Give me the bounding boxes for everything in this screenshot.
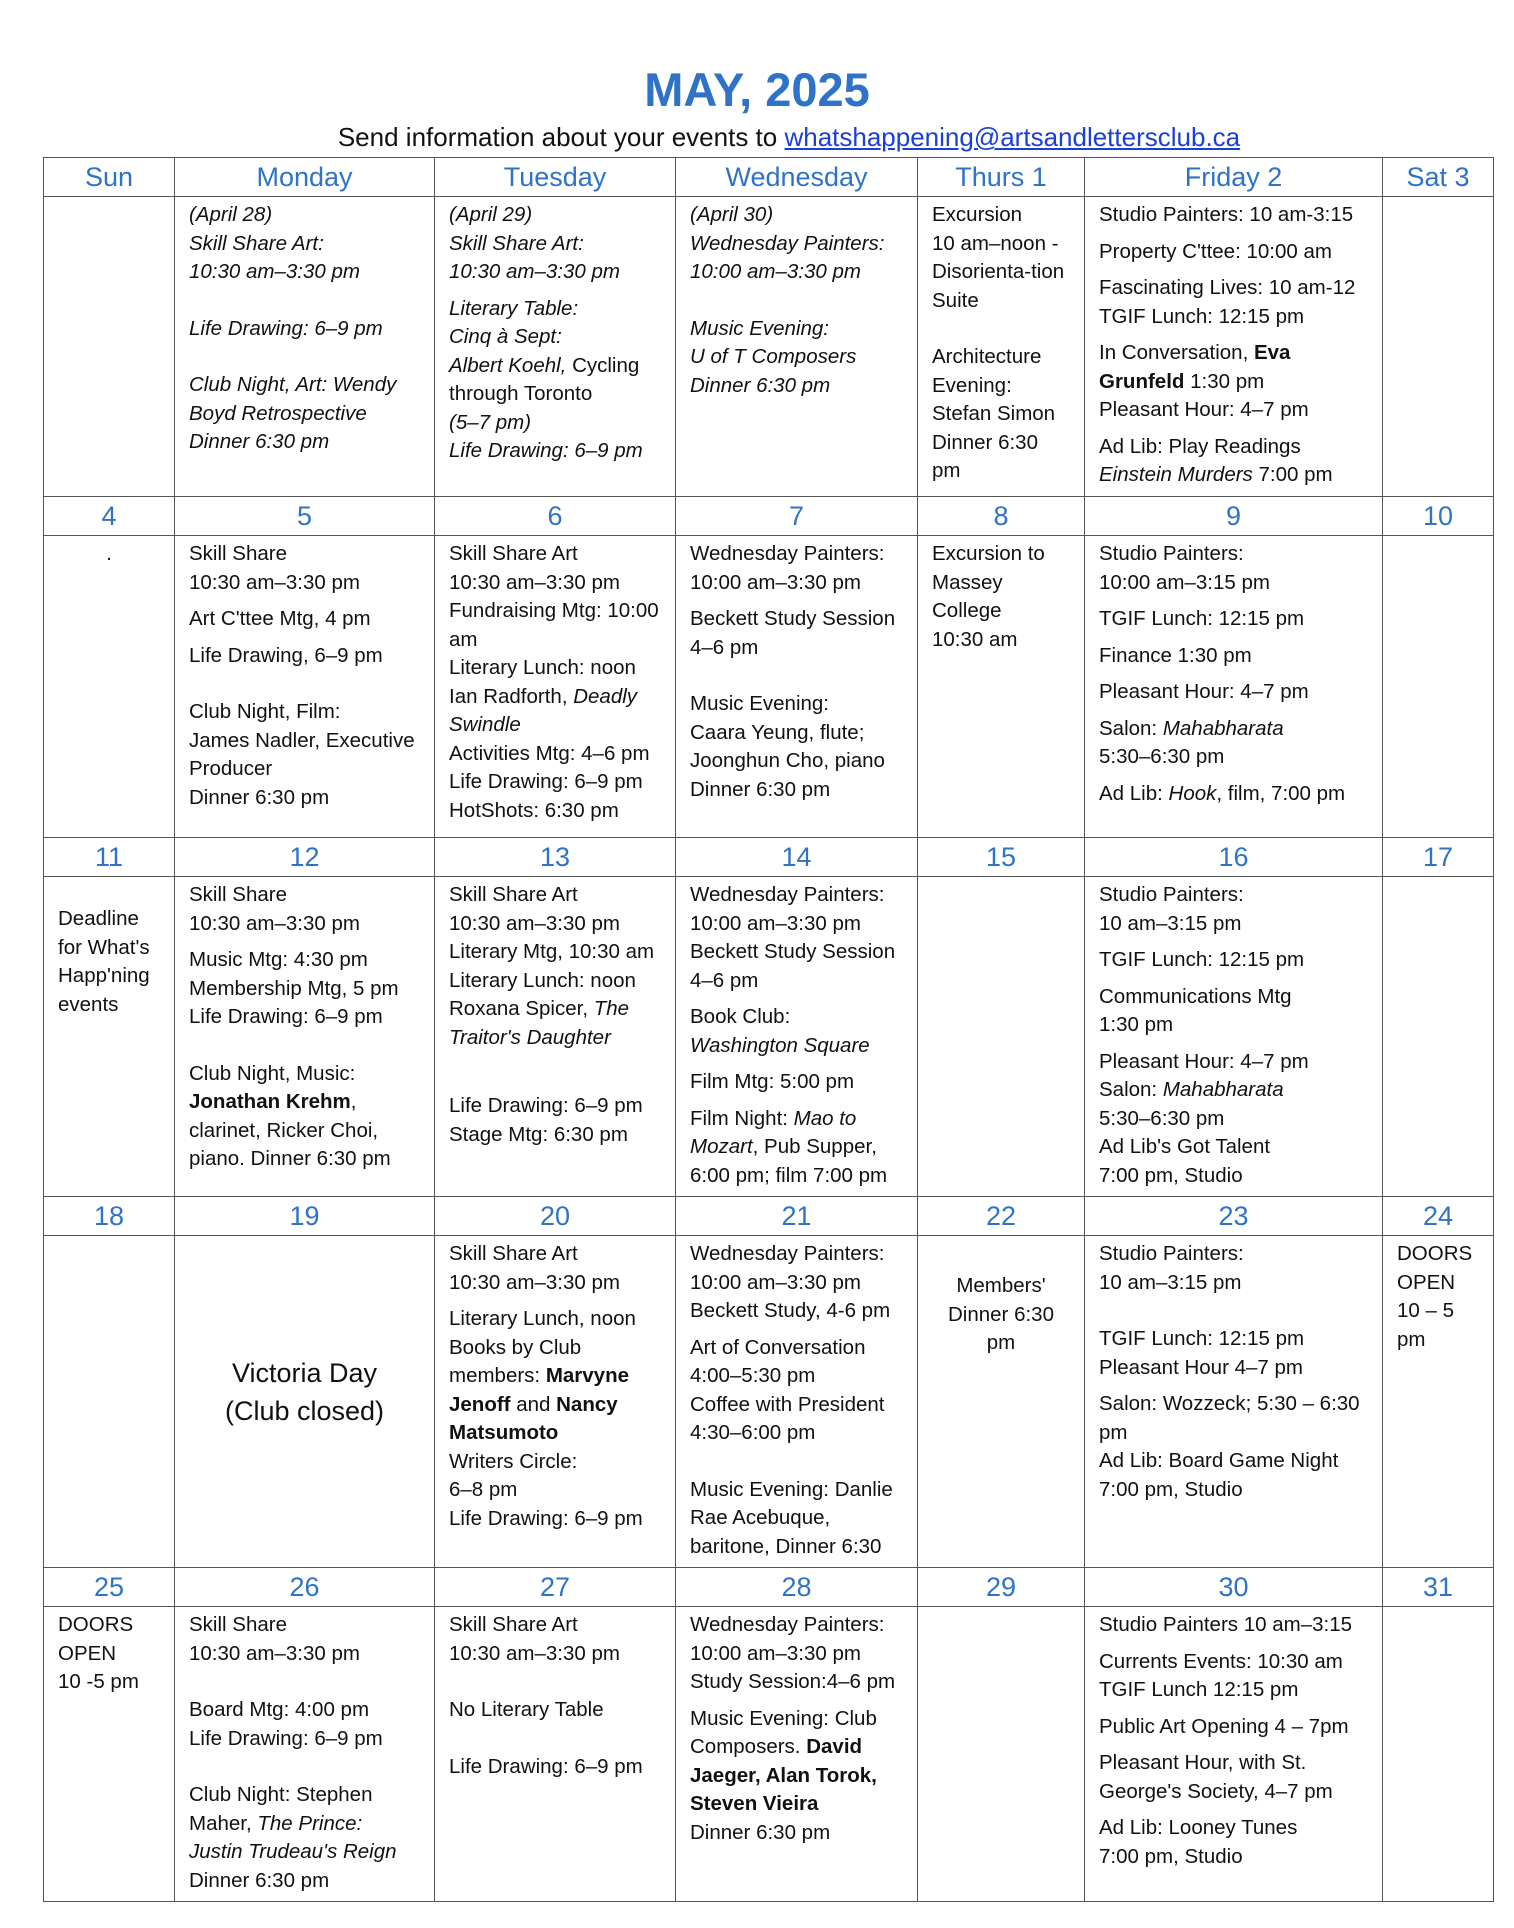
date-number: 17 — [1383, 838, 1494, 877]
event-text: Wednesday Painters: — [690, 231, 885, 255]
event-name: Roxana Spicer, — [449, 997, 594, 1020]
event-text: Deadline for What's Happ'ning events — [58, 907, 150, 1016]
event-text: Fundraising Mtg: 10:00 am — [449, 599, 659, 651]
event-text: 10:30 am–3:30 pm — [449, 911, 620, 935]
page-subtitle — [0, 120, 1514, 154]
event-text: 5:30–6:30 pm — [1099, 1106, 1225, 1130]
day-cell-27 — [435, 1607, 676, 1902]
day-cell-may2 — [1085, 197, 1383, 497]
event-text: 10:30 am–3:30 pm — [189, 570, 360, 594]
event-text: Studio Painters: 10 am-3:15 — [1099, 203, 1354, 226]
event-text: 10:30 am–3:30 pm — [449, 260, 620, 283]
event-text: Beckett Study Session 4–6 pm — [690, 607, 896, 659]
date-number: 23 — [1085, 1197, 1383, 1236]
event-text: Skill Share — [189, 883, 287, 906]
day-cell-may1 — [918, 197, 1085, 497]
day-cell-16 — [1085, 877, 1383, 1197]
event-text: Life Drawing: 6–9 pm — [189, 1005, 383, 1028]
event-name: Ad Lib: — [1099, 781, 1169, 805]
day-cell-4 — [44, 536, 175, 838]
event-text: Coffee with President 4:30–6:00 pm — [690, 1392, 885, 1444]
event-title: The Prince: Justin Trudeau's Reign — [189, 1811, 397, 1863]
event-text: DOORS OPEN — [1397, 1242, 1473, 1294]
event-text: Board Mtg: 4:00 pm — [189, 1698, 370, 1721]
day-cell-6 — [435, 536, 676, 838]
event-text: Life Drawing: 6–9 pm — [449, 439, 643, 462]
day-cell-17 — [1383, 877, 1494, 1197]
calendar-grid — [43, 157, 1494, 1902]
event-text: Beckett Study, 4-6 pm — [690, 1299, 891, 1322]
event-text: 1:30 pm — [1099, 1013, 1174, 1036]
date-number: 4 — [44, 497, 175, 536]
event-text: Art C'ttee Mtg, 4 pm — [189, 607, 371, 630]
event-text: Literary Table: — [449, 296, 579, 320]
event-text: Music Evening: Danlie Rae Acebuque, baritone, Dinner 6:30 — [690, 1477, 893, 1558]
week-row — [44, 536, 1494, 838]
event-text: Dinner 6:30 pm — [690, 1820, 831, 1844]
holiday-name: Victoria Day — [231, 1358, 378, 1388]
event-text: Caara Yeung, flute; Joonghun Cho, piano — [690, 720, 885, 772]
event-text: Membership Mtg, 5 pm — [189, 976, 399, 1000]
event-text: Public Art Opening 4 – 7pm — [1099, 1714, 1349, 1738]
event-text: No Literary Table — [449, 1698, 604, 1721]
day-cell-28 — [676, 1607, 918, 1902]
date-number: 20 — [435, 1197, 676, 1236]
event-text: Dinner 6:30 pm — [189, 430, 330, 453]
page-title: MAY, 2025 — [644, 63, 870, 116]
day-cell-30 — [1085, 1607, 1383, 1902]
date-number: 31 — [1383, 1568, 1494, 1607]
event-text: James Nadler, Executive Producer — [189, 728, 415, 780]
event-text: 10:00 am–3:30 pm — [690, 1270, 861, 1294]
event-detail: and — [510, 1392, 557, 1416]
event-text — [449, 683, 661, 740]
event-text: 10:00 am–3:15 pm — [1099, 570, 1270, 594]
day-cell-10 — [1383, 536, 1494, 838]
event-text: Activities Mtg: 4–6 pm — [449, 741, 650, 765]
event-text: 10:30 am–3:30 pm — [449, 1270, 620, 1294]
header-saturday: Sat 3 — [1383, 158, 1494, 197]
event-text: Property C'ttee: 10:00 am — [1099, 239, 1332, 263]
event-text: TGIF Lunch: 12:15 pm — [1099, 304, 1305, 328]
day-cell-20 — [435, 1236, 676, 1568]
event-text: 10:00 am–3:30 pm — [690, 570, 861, 594]
event-title: Mahabharata — [1162, 716, 1284, 740]
date-number: 11 — [44, 838, 175, 877]
date-number: 16 — [1085, 838, 1383, 877]
event-text: Studio Painters: — [1099, 1242, 1244, 1265]
day-cell-26 — [175, 1607, 435, 1902]
event-text: Music Evening: — [690, 316, 830, 340]
event-text: 10:00 am–3:30 pm — [690, 911, 861, 935]
event-text: Literary Lunch: noon — [449, 968, 636, 992]
event-text: (April 28) — [189, 203, 273, 226]
holiday-note: (Club closed) — [224, 1396, 385, 1426]
event-text: Beckett Study Session 4–6 pm — [690, 940, 896, 992]
event-text: Finance 1:30 pm — [1099, 643, 1252, 667]
event-text: 10:00 am–3:30 pm — [690, 1641, 861, 1665]
event-text: Pleasant Hour: 4–7 pm — [1099, 680, 1309, 703]
event-text: Book Club: — [690, 1005, 791, 1028]
event-text: Skill Share — [189, 1613, 287, 1636]
event-text: Skill Share Art — [449, 883, 578, 906]
event-text: Skill Share — [189, 542, 287, 565]
event-text: Study Session:4–6 pm — [690, 1670, 896, 1693]
event-text: Salon: Wozzeck; 5:30 – 6:30 pm — [1099, 1392, 1360, 1444]
event-text: Pleasant Hour, with St. George's Society, 4–7 pm — [1099, 1751, 1333, 1803]
event-text: Life Drawing: 6–9 pm — [449, 770, 643, 793]
event-guest: Marvyne Jenoff — [449, 1364, 630, 1416]
event-text: 10 am–noon - Disorienta-tion Suite — [932, 231, 1065, 312]
event-text: Club Night, Music: — [189, 1061, 356, 1085]
date-number: 6 — [435, 497, 676, 536]
event-text: Fascinating Lives: 10 am-12 — [1099, 276, 1356, 299]
date-number-row — [44, 497, 1494, 536]
event-title: Deadly Swindle — [449, 684, 638, 736]
event-text: . — [106, 542, 112, 565]
date-number: 18 — [44, 1197, 175, 1236]
week-row — [44, 197, 1494, 497]
event-text — [449, 1305, 661, 1448]
event-text: Literary Mtg, 10:30 am — [449, 940, 655, 963]
event-time: , film, 7:00 pm — [1216, 781, 1346, 805]
day-cell-31 — [1383, 1607, 1494, 1902]
event-text: Skill Share Art: — [189, 231, 324, 255]
event-name: Music Evening: Club Composers. — [690, 1706, 877, 1758]
date-number: 22 — [918, 1197, 1085, 1236]
date-number: 24 — [1383, 1197, 1494, 1236]
event-text: Skill Share Art: — [449, 231, 584, 255]
event-text: Film Mtg: 5:00 pm — [690, 1070, 855, 1093]
event-text: (April 30) — [690, 203, 774, 226]
day-cell-apr29 — [435, 197, 676, 497]
event-text: Dinner 6:30 pm — [690, 373, 831, 397]
event-text: Life Drawing: 6–9 pm — [189, 1726, 383, 1750]
event-text: Life Drawing: 6–9 pm — [449, 1094, 643, 1117]
event-text: Excursion to Massey College — [932, 542, 1045, 622]
event-text — [449, 995, 661, 1052]
event-text: Pleasant Hour: 4–7 pm — [1099, 1049, 1309, 1073]
event-text: Life Drawing: 6–9 pm — [189, 316, 383, 340]
event-text — [1099, 780, 1368, 809]
event-text: Dinner 6:30 pm — [189, 1868, 330, 1892]
event-name: Film Night: — [690, 1106, 794, 1130]
event-text: Art of Conversation — [690, 1335, 866, 1359]
date-number: 25 — [44, 1568, 175, 1607]
email-link[interactable]: whatshappening@artsandlettersclub.ca — [784, 122, 1241, 152]
day-cell-14 — [676, 877, 918, 1197]
event-text: Dinner 6:30 pm — [932, 430, 1038, 482]
event-text: Pleasant Hour: 4–7 pm — [1099, 398, 1309, 421]
event-text: (5–7 pm) — [449, 410, 532, 434]
event-text: (April 29) — [449, 203, 533, 226]
event-text: Club Night, Art: Wendy Boyd Retrospective — [189, 373, 397, 425]
event-text: 5:30–6:30 pm — [1099, 745, 1225, 768]
event-title: Mahabharata — [1162, 1078, 1284, 1101]
event-guest: Nancy Matsumoto — [449, 1392, 618, 1444]
event-text: 6–8 pm — [449, 1478, 518, 1501]
event-title: Hook — [1168, 781, 1217, 805]
event-text: 10 – 5 pm — [1397, 1299, 1454, 1351]
day-cell-18 — [44, 1236, 175, 1568]
event-text: Music Evening: — [690, 692, 830, 715]
day-cell-21 — [676, 1236, 918, 1568]
event-text — [1099, 1076, 1368, 1105]
event-text: Life Drawing, 6–9 pm — [189, 643, 383, 667]
event-text: 4:00–5:30 pm — [690, 1364, 816, 1387]
event-text: Life Drawing: 6–9 pm — [449, 1754, 643, 1778]
date-number: 13 — [435, 838, 676, 877]
event-text: TGIF Lunch 12:15 pm — [1099, 1678, 1299, 1701]
week-row — [44, 877, 1494, 1197]
event-name: In Conversation, — [1099, 341, 1254, 364]
event-name: Albert Koehl, — [449, 353, 567, 377]
event-text: Wednesday Painters: — [690, 1242, 885, 1265]
event-text: Music Mtg: 4:30 pm — [189, 948, 368, 971]
event-guest: Jonathan Krehm — [189, 1090, 351, 1113]
event-text: 10:30 am–3:30 pm — [189, 911, 360, 935]
date-number-row — [44, 1197, 1494, 1236]
date-number: 27 — [435, 1568, 676, 1607]
date-number: 29 — [918, 1568, 1085, 1607]
event-text: U of T Composers — [690, 345, 857, 368]
event-text: Studio Painters: — [1099, 542, 1244, 565]
day-cell-13 — [435, 877, 676, 1197]
event-text — [1099, 715, 1368, 744]
event-text: Dinner 6:30 pm — [690, 777, 831, 801]
day-cell-24 — [1383, 1236, 1494, 1568]
header-friday: Friday 2 — [1085, 158, 1383, 197]
event-text: Skill Share Art — [449, 1613, 578, 1636]
date-number: 30 — [1085, 1568, 1383, 1607]
event-detail: , Pub Supper, 6:00 pm; film 7:00 pm — [690, 1135, 888, 1187]
date-number: 28 — [676, 1568, 918, 1607]
event-guest: Eva Grunfeld — [1099, 341, 1291, 393]
header-thursday: Thurs 1 — [918, 158, 1085, 197]
event-name: Salon: — [1099, 1078, 1163, 1101]
event-text: TGIF Lunch: 12:15 pm — [1099, 948, 1305, 971]
day-cell-12 — [175, 877, 435, 1197]
event-text: TGIF Lunch: 12:15 pm — [1099, 1327, 1305, 1350]
day-cell-apr28 — [175, 197, 435, 497]
event-text — [189, 1781, 420, 1867]
event-text: Cinq à Sept: — [449, 325, 562, 348]
day-cell-7 — [676, 536, 918, 838]
event-title: The Traitor's Daughter — [449, 997, 630, 1049]
event-text — [690, 1105, 903, 1191]
event-name: Ian Radforth, — [449, 684, 574, 708]
day-cell-empty — [44, 197, 175, 497]
event-title: Mao to Mozart — [690, 1106, 857, 1158]
event-text: 10:30 am–3:30 pm — [189, 1641, 360, 1665]
event-text: Members' Dinner 6:30 pm — [948, 1274, 1054, 1354]
event-text — [1099, 339, 1368, 396]
day-cell-25 — [44, 1607, 175, 1902]
event-text: Architecture Evening: Stefan Simon — [932, 345, 1056, 425]
date-number-row — [44, 1568, 1494, 1607]
event-text: Club Night, Film: — [189, 700, 341, 723]
event-text: Currents Events: 10:30 am — [1099, 1649, 1343, 1673]
event-text: TGIF Lunch: 12:15 pm — [1099, 607, 1305, 630]
event-text: Skill Share Art — [449, 1242, 578, 1265]
date-number: 10 — [1383, 497, 1494, 536]
event-text: Ad Lib's Got Talent — [1099, 1135, 1271, 1158]
week-row — [44, 1607, 1494, 1902]
event-text — [690, 1705, 903, 1819]
event-text: Writers Circle: — [449, 1449, 578, 1473]
event-text: Life Drawing: 6–9 pm — [449, 1506, 643, 1530]
date-number: 19 — [175, 1197, 435, 1236]
day-cell-23 — [1085, 1236, 1383, 1568]
date-number: 15 — [918, 838, 1085, 877]
event-title: Cycling through Toronto — [449, 353, 640, 405]
event-text — [449, 352, 661, 409]
event-text: Studio Painters: — [1099, 883, 1244, 906]
header-monday: Monday — [175, 158, 435, 197]
day-cell-may3 — [1383, 197, 1494, 497]
event-text: Skill Share Art — [449, 542, 578, 565]
event-text: 10:00 am–3:30 pm — [690, 260, 861, 283]
date-number: 5 — [175, 497, 435, 536]
event-text: Wednesday Painters: — [690, 542, 885, 565]
header-sun: Sun — [44, 158, 175, 197]
event-text: 10 -5 pm — [58, 1670, 139, 1693]
event-text: 10:30 am–3:30 pm — [449, 570, 620, 594]
header-wednesday: Wednesday — [676, 158, 918, 197]
event-text — [189, 1088, 420, 1174]
event-text: Studio Painters 10 am–3:15 — [1099, 1613, 1352, 1636]
date-number: 14 — [676, 838, 918, 877]
event-text: Literary Lunch: noon — [449, 656, 636, 679]
event-text: 10:30 am — [932, 627, 1018, 651]
date-number: 21 — [676, 1197, 918, 1236]
event-text: Communications Mtg — [1099, 984, 1292, 1008]
event-detail: , clarinet, Ricker Choi, piano. Dinner 6:30 pm — [189, 1090, 391, 1170]
date-number: 9 — [1085, 497, 1383, 536]
subtitle-text: Send information about your events to — [337, 122, 785, 152]
event-text: HotShots: 6:30 pm — [449, 798, 619, 822]
day-cell-8 — [918, 536, 1085, 838]
event-text: Pleasant Hour 4–7 pm — [1099, 1355, 1303, 1379]
event-title: Einstein Murders — [1099, 463, 1253, 486]
event-text: 10:30 am–3:30 pm — [189, 260, 360, 283]
day-cell-9 — [1085, 536, 1383, 838]
date-number-row — [44, 838, 1494, 877]
day-cell-15 — [918, 877, 1085, 1197]
day-cell-29 — [918, 1607, 1085, 1902]
event-guest: David Jaeger, Alan Torok, Steven Vieira — [690, 1735, 877, 1815]
event-text: Dinner 6:30 pm — [189, 785, 330, 809]
week-row — [44, 1236, 1494, 1568]
header-tuesday: Tuesday — [435, 158, 676, 197]
event-time: 1:30 pm — [1184, 369, 1265, 393]
event-text: Excursion — [932, 203, 1023, 226]
event-text: 10 am–3:15 pm — [1099, 911, 1242, 935]
date-number: 7 — [676, 497, 918, 536]
event-name: Club Night: Stephen Maher, — [189, 1783, 373, 1835]
event-text: 7:00 pm, Studio — [1099, 1844, 1243, 1868]
date-number: 26 — [175, 1568, 435, 1607]
day-cell-apr30 — [676, 197, 918, 497]
event-text: DOORS OPEN — [58, 1613, 134, 1665]
date-number: 12 — [175, 838, 435, 877]
event-text: Stage Mtg: 6:30 pm — [449, 1122, 628, 1146]
event-text: 7:00 pm, Studio — [1099, 1477, 1243, 1501]
event-text: Ad Lib: Looney Tunes — [1099, 1816, 1298, 1839]
event-text: 7:00 pm, Studio — [1099, 1163, 1243, 1187]
event-text: Ad Lib: Board Game Night — [1099, 1449, 1339, 1472]
event-name: Salon: — [1099, 716, 1163, 740]
event-time: 7:00 pm — [1252, 463, 1333, 486]
day-cell-11 — [44, 877, 175, 1197]
event-text: Wednesday Painters: — [690, 883, 885, 906]
event-text: 10:30 am–3:30 pm — [449, 1641, 620, 1665]
day-cell-5 — [175, 536, 435, 838]
event-name: Literary Lunch, noon Books by Club members: — [449, 1307, 636, 1387]
event-text: 10 am–3:15 pm — [1099, 1270, 1242, 1294]
day-cell-22 — [918, 1236, 1085, 1568]
event-text: Ad Lib: Play Readings — [1099, 434, 1301, 458]
day-cell-19 — [175, 1236, 435, 1568]
event-text — [1099, 461, 1368, 490]
day-header-row — [44, 158, 1494, 197]
date-number: 8 — [918, 497, 1085, 536]
event-title: Washington Square — [690, 1033, 870, 1057]
event-text: Wednesday Painters: — [690, 1613, 885, 1636]
